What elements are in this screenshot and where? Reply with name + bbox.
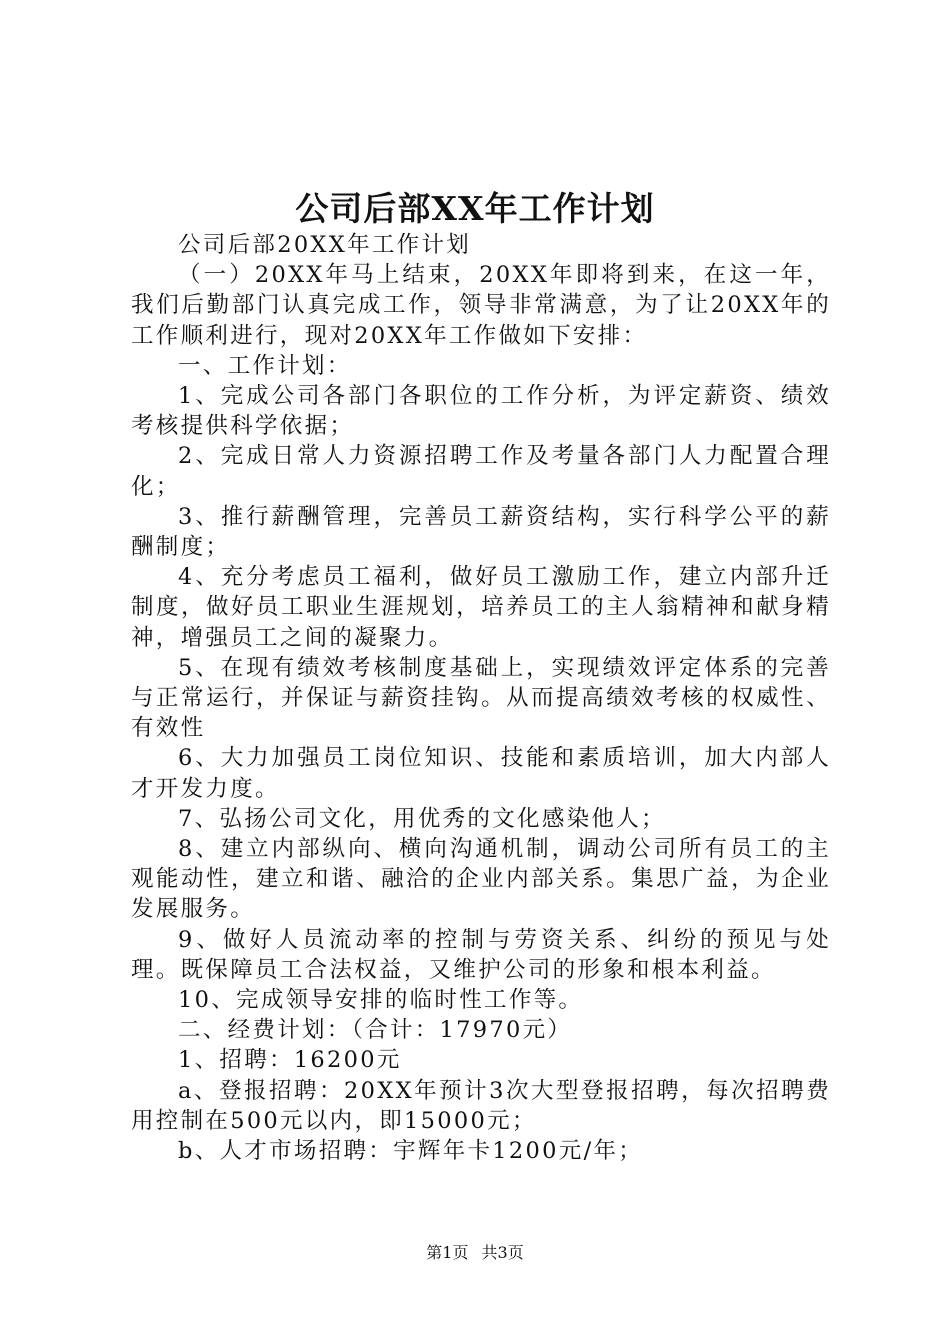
section-heading-work-plan: 一、工作计划：: [178, 352, 352, 379]
list-item: 9、做好人员流动率的控制与劳资关系、纠纷的预见与处理。既保障员工合法权益，又维护公司的形象和根本利益。: [131, 926, 831, 983]
budget-item: 1、招聘：16200元: [178, 1047, 402, 1074]
page-footer: [0, 1242, 950, 1264]
budget-subitem: b、人才市场招聘：宇辉年卡1200元/年；: [178, 1138, 644, 1165]
list-item: 10、完成领导安排的临时性工作等。: [178, 987, 584, 1014]
paragraph-intro: （一）20XX年马上结束，20XX年即将到来，在这一年，我们后勤部门认真完成工作，领导非常满意，为了让20XX年的工作顺利进行，现对20XX年工作做如下安排：: [131, 262, 831, 349]
paragraph-subtitle: 公司后部20XX年工作计划: [178, 232, 472, 258]
document-body: [131, 230, 831, 1166]
list-item: 8、建立内部纵向、横向沟通机制，调动公司所有员工的主观能动性，建立和谐、融洽的企业内部关系。集思广益，为企业发展服务。: [131, 836, 831, 923]
list-item: 5、在现有绩效考核制度基础上，实现绩效评定体系的完善与正常运行，并保证与薪资挂钩。从而提高绩效考核的权威性、有效性: [131, 654, 831, 742]
list-item: 1、完成公司各部门各职位的工作分析，为评定薪资、绩效考核提供科学依据；: [131, 383, 831, 440]
document-title: 公司后部XX年工作计划: [295, 189, 655, 228]
page-number: 第1页: [426, 1243, 469, 1262]
page-total: 共3页: [481, 1243, 524, 1262]
budget-subitem: a、登报招聘：20XX年预计3次大型登报招聘，每次招聘费用控制在500元以内，即15000元；: [131, 1077, 831, 1134]
list-item: 2、完成日常人力资源招聘工作及考量各部门人力配置合理化；: [131, 443, 831, 500]
list-item: 4、充分考虑员工福利，做好员工激励工作，建立内部升迁制度，做好员工职业生涯规划，培养员工的主人翁精神和献身精神，增强员工之间的凝聚力。: [131, 564, 831, 651]
list-item: 6、大力加强员工岗位知识、技能和素质培训，加大内部人才开发力度。: [131, 745, 831, 802]
list-item: 7、弘扬公司文化，用优秀的文化感染他人；: [178, 805, 666, 832]
list-item: 3、推行薪酬管理，完善员工薪资结构，实行科学公平的薪酬制度；: [131, 503, 831, 561]
section-heading-budget: 二、经费计划：（合计：17970元）: [178, 1017, 573, 1044]
